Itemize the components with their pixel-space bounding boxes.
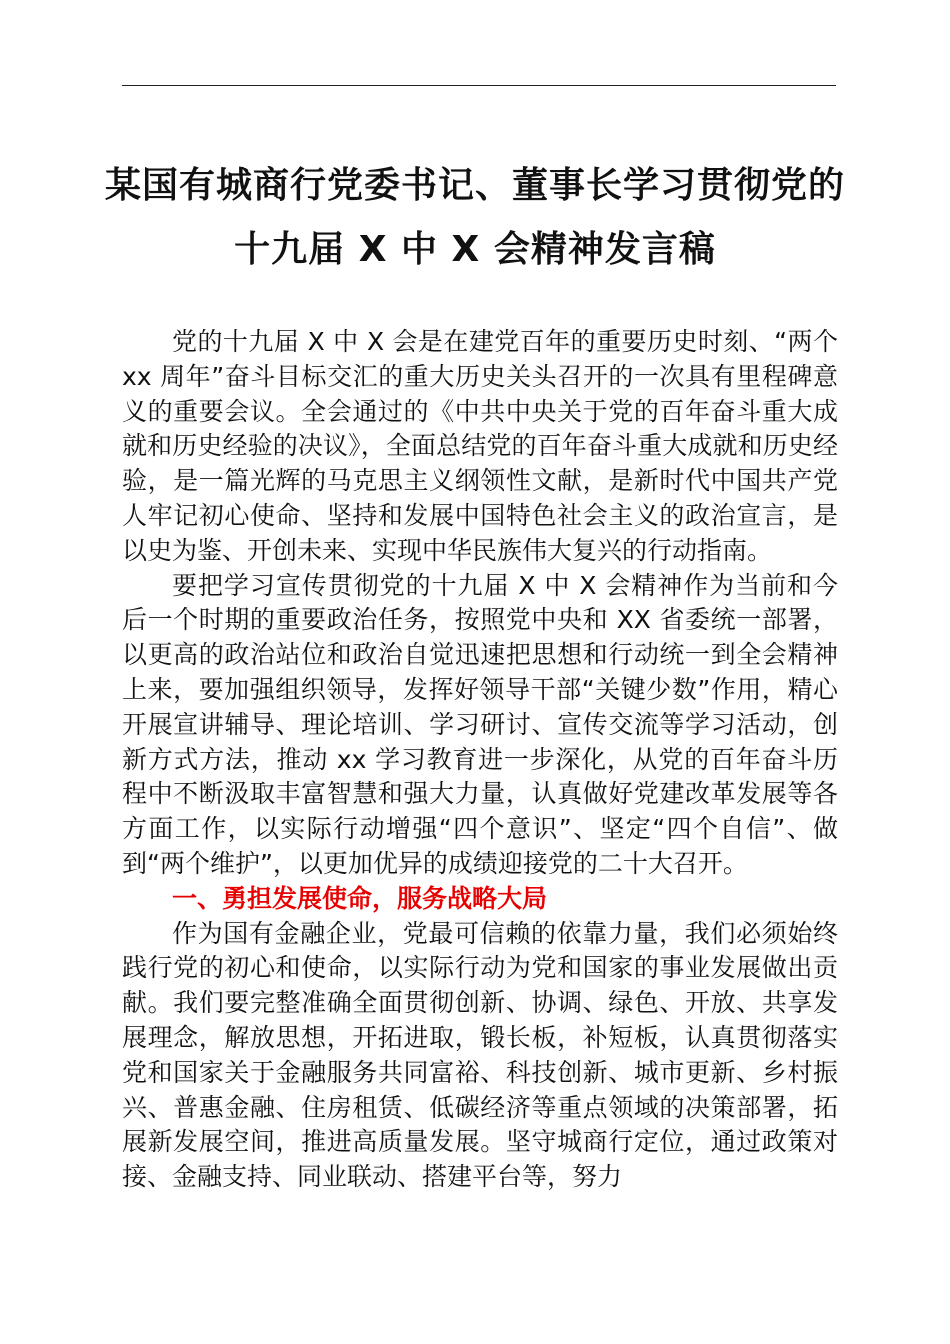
section-1-paragraph: 作为国有金融企业，党最可信赖的依靠力量，我们必须始终践行党的初心和使命，以实际行动为党和国家的事业发展做出贡献。我们要完整准确全面贯彻创新、协调、绿色、开放、共享发展理念，解放思想，开拓进取，锻长板，补短板，认真贯彻落实党和国家关于金融服务共同富裕、科技创新、城市更新、乡村振兴、普惠金融、住房租赁、低碳经济等重点领域的决策部署，拓展新发展空间，推进高质量发展。坚守城商行定位，通过政策对接、金融支持、同业联动、搭建平台等，努力 <box>122 918 838 1192</box>
document-title-line-2: 十九届 X 中 X 会精神发言稿 <box>234 229 716 270</box>
document-body <box>122 325 838 1195</box>
header-rule <box>122 85 836 86</box>
document-title-line-1: 某国有城商行党委书记、董事长学习贯彻党的 <box>104 165 845 206</box>
section-heading-1: 一、勇担发展使命，服务战略大局 <box>172 883 548 913</box>
body-paragraph-2: 要把学习宣传贯彻党的十九届 X 中 X 会精神作为当前和今后一个时期的重要政治任务，按照党中央和 XX 省委统一部署，以更高的政治站位和政治自觉迅速把思想和行动统一到全会精神上来，要加强组织领导，发挥好领导干部“关键少数”作用，精心开展宣讲辅导、理论培训、学习研讨、宣传交流等学习活动，创新方式方法，推动 xx 学习教育进一步深化，从党的百年奋斗历程中不断汲取丰富智慧和强大力量，认真做好党建改革发展等各方面工作，以实际行动增强“四个意识”、坚定“四个自信”、做到“两个维护”，以更加优异的成绩迎接党的二十大召开。 <box>122 570 838 878</box>
body-paragraph-1: 党的十九届 X 中 X 会是在建党百年的重要历史时刻、“两个 xx 周年”奋斗目标交汇的重大历史关头召开的一次具有里程碑意义的重要会议。全会通过的《中共中央关于党的百年奋斗重大成就和历史经验的决议》，全面总结党的百年奋斗重大成就和历史经验，是一篇光辉的马克思主义纲领性文献，是新时代中国共产党人牢记初心使命、坚持和发展中国特色社会主义的政治宣言，是以史为鉴、开创未来、实现中华民族伟大复兴的行动指南。 <box>122 327 838 565</box>
